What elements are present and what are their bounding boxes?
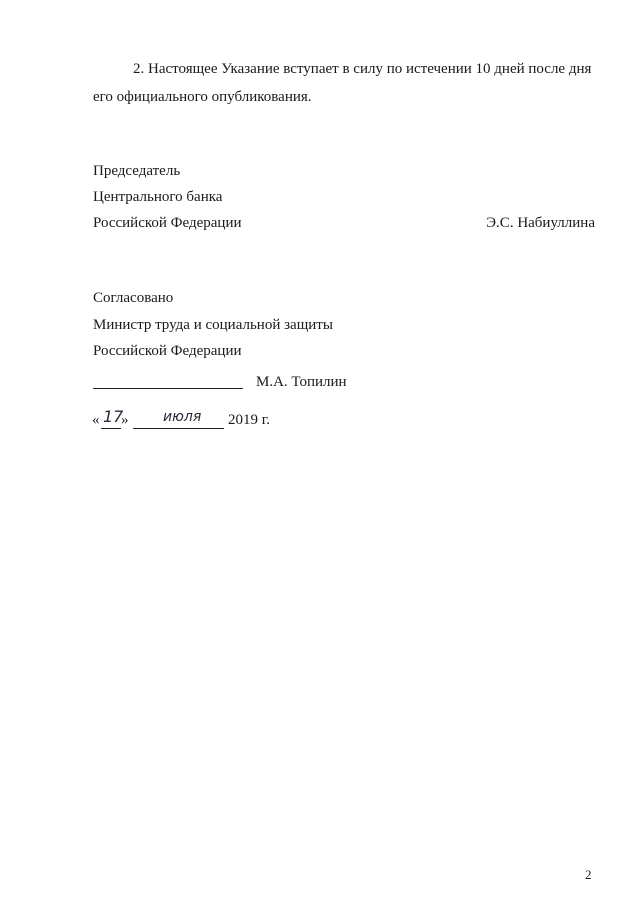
paragraph-2-line-1: 2. Настоящее Указание вступает в силу по истечении 10 дней после дня xyxy=(133,61,592,77)
minister-name: М.А. Топилин xyxy=(256,374,347,390)
chairman-title-line-2: Центрального банка xyxy=(93,189,223,205)
paragraph-2-line-2: его официального опубликования. xyxy=(93,89,312,105)
date-month-handwritten: июля xyxy=(163,409,202,425)
chairman-title-line-1: Председатель xyxy=(93,163,181,179)
chairman-title-line-3: Российской Федерации xyxy=(93,215,242,231)
signature-line xyxy=(93,388,243,389)
date-day-handwritten: 17 xyxy=(103,407,124,426)
date-year: 2019 г. xyxy=(228,412,270,428)
date-open-quote: « xyxy=(92,412,100,428)
date-month-underline xyxy=(133,428,224,429)
approval-label: Согласовано xyxy=(93,290,174,306)
minister-title-line-1: Министр труда и социальной защиты xyxy=(93,317,333,333)
date-close-quote: » xyxy=(121,412,129,428)
minister-title-line-2: Российской Федерации xyxy=(93,343,242,359)
date-day-underline xyxy=(101,428,121,429)
page-number: 2 xyxy=(585,867,592,882)
chairman-name: Э.С. Набиуллина xyxy=(486,215,595,231)
